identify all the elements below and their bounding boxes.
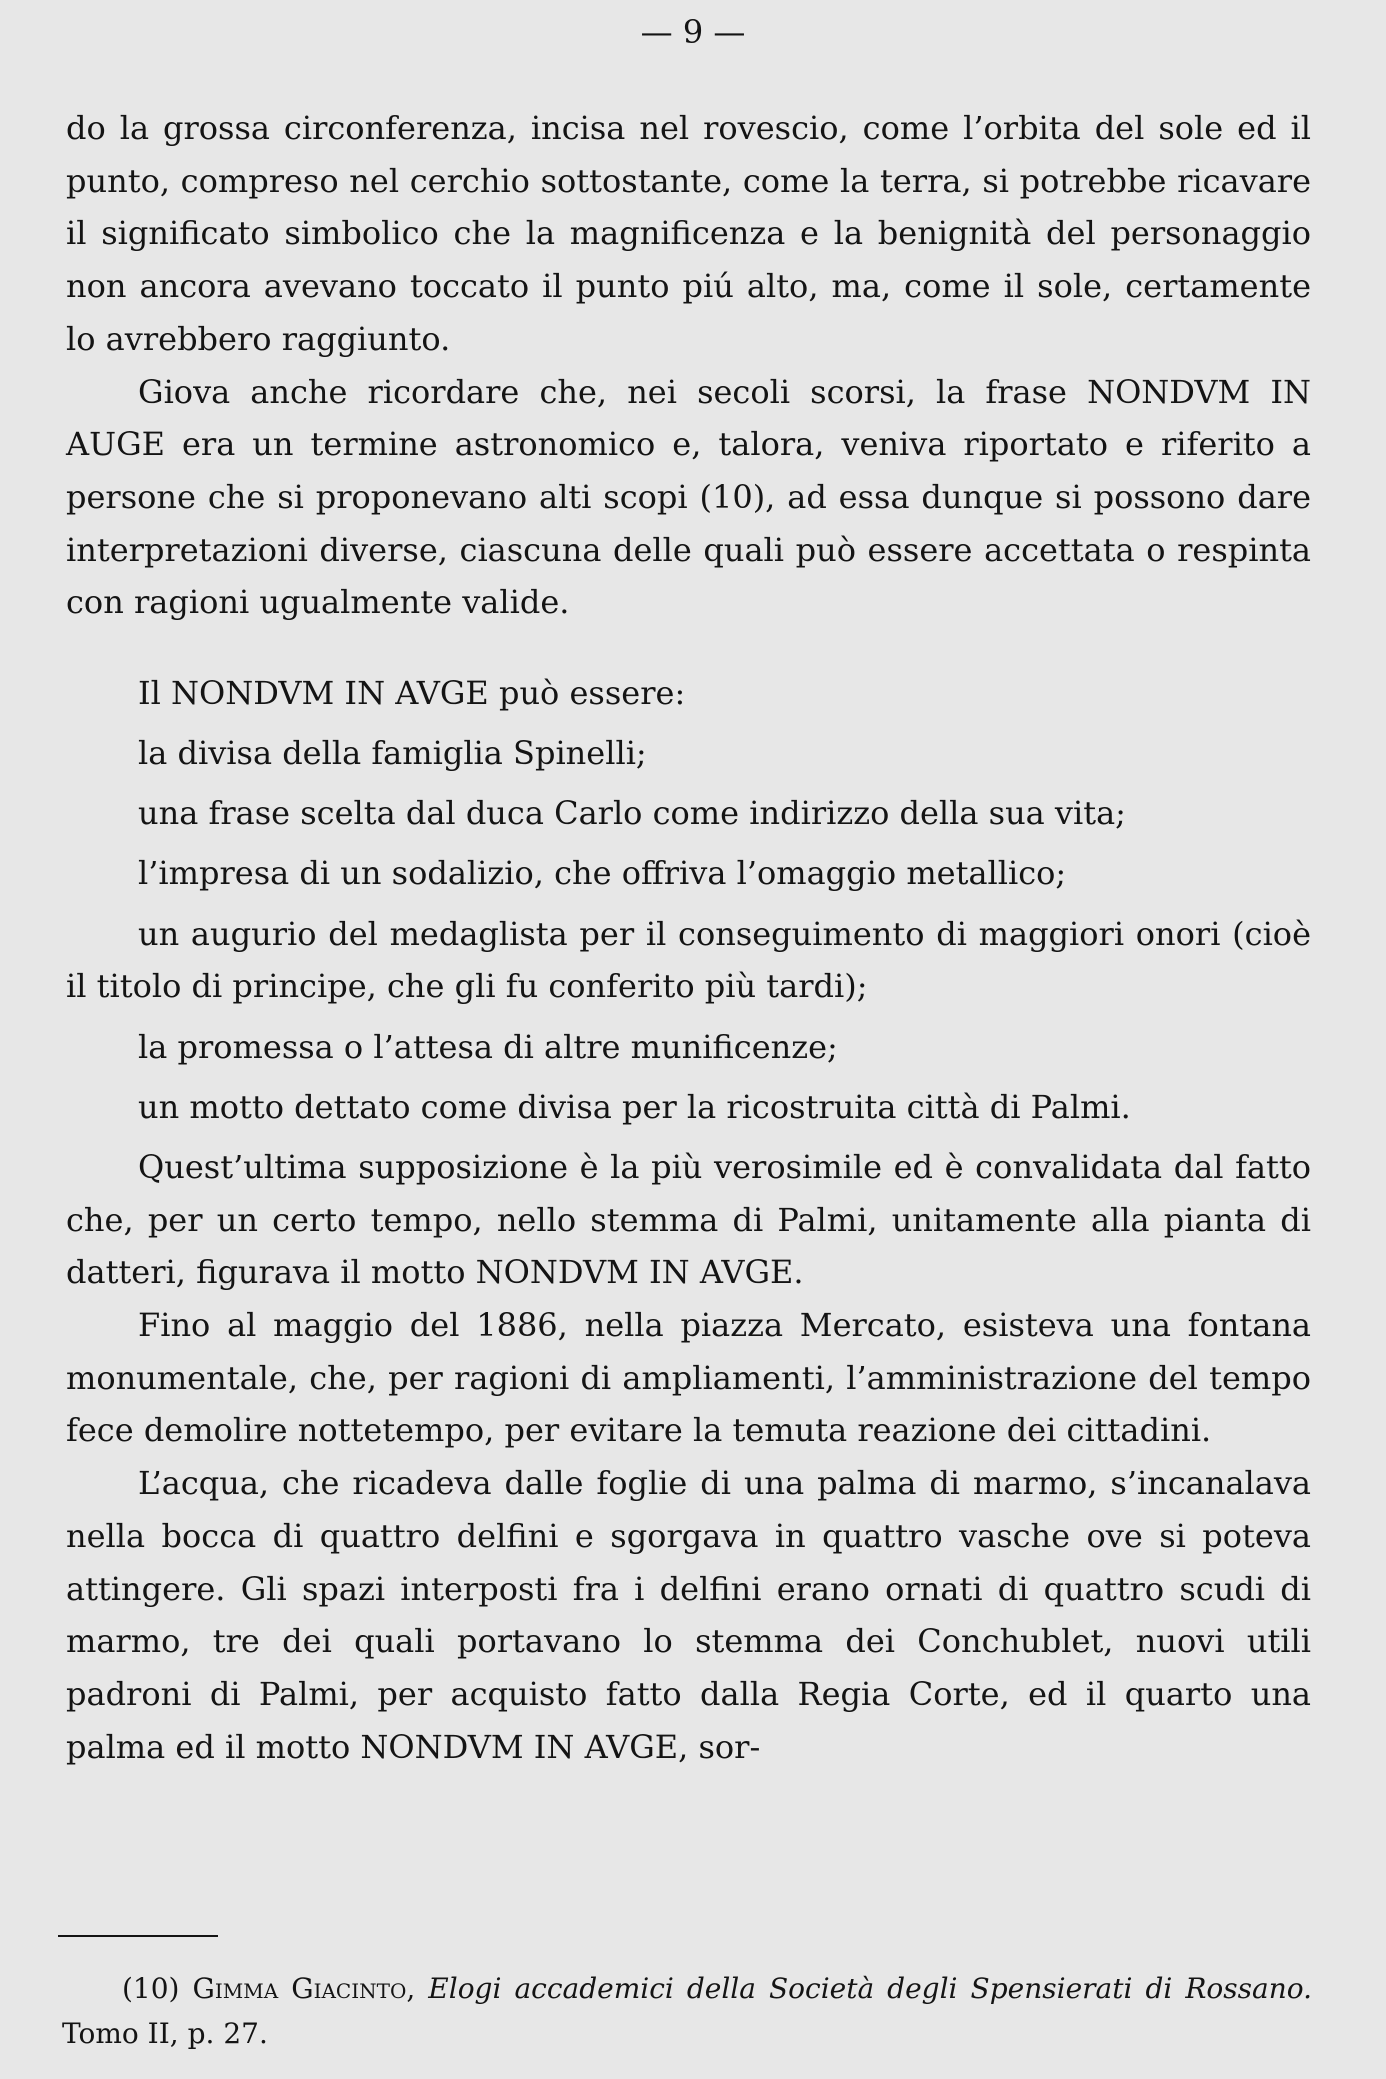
page-number: — 9 — xyxy=(640,13,746,51)
paragraph-water: L’acqua, che ricadeva dalle foglie di una palma di marmo, s’incanalava nella bocca di quattro delfini e sgorgava in quattro vasche ove si poteva attingere. Gli spazi interposti fra i delfini erano ornati di quattro scudi di marmo, tre dei quali portavano lo stemma dei Conchublet, nuovi utili padroni di Palmi, per acquisto fatto dalla Regia Corte, ed il quarto una palma ed il motto NONDVM IN AVGE, sor- xyxy=(66,1464,1311,1766)
body-text xyxy=(66,102,1311,1773)
list-item: l’impresa di un sodalizio, che offriva l’omaggio metallico; xyxy=(138,854,1067,893)
paragraph-nondvm-astronomical: Giova anche ricordare che, nei secoli scorsi, la frase NONDVM IN AUGE era un termine astronomico e, talora, veniva riportato e riferito a persone che si proponevano alti scopi (10), ad essa dunque si possono dare interpretazioni diverse, ciascuna delle quali può essere accettata o respinta con ragioni ugualmente valide. xyxy=(66,372,1311,622)
paragraph-fountain: Fino al maggio del 1886, nella piazza Mercato, esisteva una fontana monumentale, che, per ragioni di ampliamenti, l’amministrazione del tempo fece demolire nottetempo, per evitare la temuta reazione dei cittadini. xyxy=(66,1306,1311,1450)
footnote xyxy=(62,1966,1312,2056)
list-item: un augurio del medaglista per il conseguimento di maggiori onori (cioè il titolo di principe, che gli fu conferito più tardi); xyxy=(66,914,1311,1006)
list-item: la promessa o l’attesa di altre munificenze; xyxy=(138,1027,838,1066)
footnote-divider xyxy=(58,1935,218,1937)
footnote-title: Elogi accademici della Società degli Spensierati di Rossano. xyxy=(428,1972,1313,2005)
list-item: la divisa della famiglia Spinelli; xyxy=(138,734,647,773)
footnote-author: Gimma Giacinto, xyxy=(192,1972,416,2005)
paragraph-continuation: do la grossa circonferenza, incisa nel rovescio, come l’orbita del sole ed il punto, compreso nel cerchio sottostante, come la terra, si potrebbe ricavare il significato simbolico che la magnificenza e la benignità del personaggio non ancora avevano toccato il punto piú alto, ma, come il sole, certamente lo avrebbero raggiunto. xyxy=(66,109,1311,358)
footnote-marker: (10) xyxy=(122,1972,180,2005)
list-intro: Il NONDVM IN AVGE può essere: xyxy=(138,674,686,713)
list-item: un motto dettato come divisa per la ricostruita città di Palmi. xyxy=(138,1087,1131,1126)
list-item: una frase scelta dal duca Carlo come indirizzo della sua vita; xyxy=(138,794,1126,833)
footnote-reference: Tomo II, p. 27. xyxy=(62,2017,268,2050)
paragraph-supposition: Quest’ultima supposizione è la più verosimile ed è convalidata dal fatto che, per un certo tempo, nello stemma di Palmi, unitamente alla pianta di datteri, figurava il motto NONDVM IN AVGE. xyxy=(66,1147,1311,1292)
interpretations-list xyxy=(66,667,1311,1133)
